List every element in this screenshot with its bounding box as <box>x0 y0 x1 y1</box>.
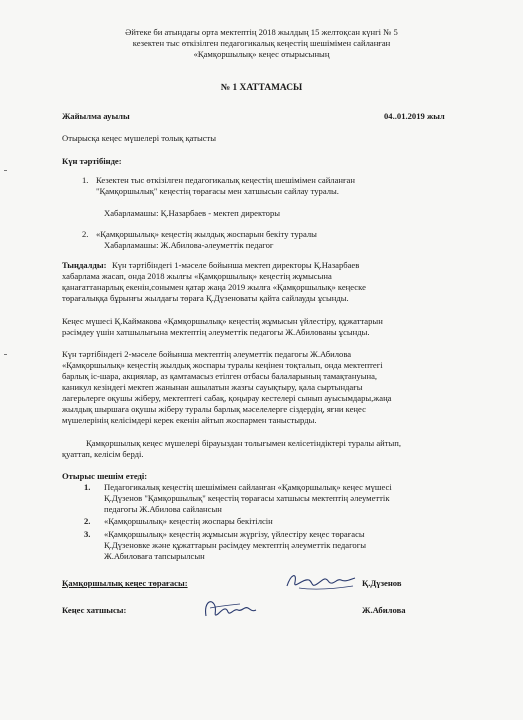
decision-3-number: 3. <box>84 529 91 539</box>
secretary-signature-image <box>200 594 260 622</box>
agenda-item-1-number: 1. <box>82 175 89 185</box>
decision-2-line-1: «Қамқоршылық» кеңестің жоспары бекітілсін <box>104 516 273 526</box>
agenda-item-2-number: 2. <box>82 229 89 239</box>
decision-3-line-3: Ж.Абиловаға тапсырылсын <box>104 551 205 561</box>
date: 04..01.2019 жыл <box>384 111 445 121</box>
chair-signature-image <box>283 568 361 594</box>
decision-2-number: 2. <box>84 516 91 526</box>
paragraph-2-line-2: рәсімдеу үшін хатшылығына мектептің әлеуметтік педагогы Ж.Абилованы ұсынды. <box>62 327 370 337</box>
paragraph-3-line-7: мүшелерінің келісімдері керек екенін айтып жоспармен таныстырды. <box>62 415 317 425</box>
paragraph-3-line-2: «Қамқоршылық» кеңестің жылдық жоспары туралы кеңінен тоқталып, онда мектептегі <box>62 360 383 370</box>
decision-1-line-2: Қ.Дүзенов "Қамқоршылық" кеңестің төрағасы хатшысы мектептің әлеуметтік <box>104 493 390 503</box>
paragraph-3-line-4: каникул кезіндегі мектеп жанынан ашылатын жазғы сауықтыру, қала сыртындағы <box>62 382 363 392</box>
agenda-item-1-line-1: Кезектен тыс өткізілген педагогикалық кеңестің шешімімен сайланған <box>96 175 355 185</box>
margin-mark <box>4 170 7 171</box>
agenda-item-1-line-2: "Қамқоршылық" кеңестің төрағасы мен хатшысын сайлау туралы. <box>96 186 339 196</box>
decision-1-line-3: педагогы Ж.Абилова сайлансын <box>104 504 222 514</box>
paragraph-3-line-1: Күн тәртібіндегі 2-мәселе бойынша мектептің әлеуметтік педагогы Ж.Абилова <box>62 349 352 359</box>
document-title: № 1 ХАТТАМАСЫ <box>220 83 303 93</box>
decision-heading: Отырыс шешім етеді: <box>62 471 148 481</box>
paragraph-3-line-5: лагерьлерге оқушы жіберу, мектептегі сабақ, қоңырау кестелері сынып ауысымдары,жаңа <box>62 393 392 403</box>
attendance-note: Отырысқа кеңес мүшелері толық қатысты <box>62 133 217 143</box>
agenda-heading: Күн тәртібінде: <box>62 156 122 166</box>
agenda-item-2-line-1: «Қамқоршылық» кеңестің жылдық жоспарын бекіту туралы <box>96 229 317 239</box>
decision-3-line-2: Қ.Дүзеновке және құжаттарын рәсімдеу мектептің әлеуметтік педагогы <box>104 540 366 550</box>
paragraph-4-line-2: қуаттап, келісім берді. <box>62 449 144 459</box>
paragraph-3-line-6: жылдық шыршаға оқушы жіберу туралы барлық мәселелерге сіздердің, яғни кеңес <box>62 404 366 414</box>
listened-line-2: хабарлама жасап, онда 2018 жылғы «Қамқоршылық» кеңестің жұмысына <box>62 271 332 281</box>
secretary-label: Кеңес хатшысы: <box>62 605 127 615</box>
listened-line-1: Күн тәртібіндегі 1-мәселе бойынша мектеп директоры Қ.Назарбаев <box>112 260 360 270</box>
decision-1-line-1: Педагогикалық кеңестің шешімімен сайланған «Қамқоршылық» кеңес мүшесі <box>104 482 392 492</box>
header-line-2: кезектен тыс өткізілген педагогикалық кеңестің шешімімен сайланған <box>132 38 391 48</box>
listened-line-3: қанағаттанарлық екенін,сонымен қатар жаңа 2019 жылға «Қамқоршылық» кеңеске <box>62 282 366 292</box>
margin-mark <box>4 354 7 355</box>
header-line-3: «Қамқоршылық» кеңес отырысының <box>193 49 330 59</box>
paragraph-2-line-1: Кеңес мүшесі Қ.Каймакова «Қамқоршылық» кеңестің жұмысын үйлестіру, құжаттарын <box>62 316 383 326</box>
paragraph-4-line-1: Қамқоршылық кеңес мүшелері бірауыздан толығымен келісетіндіктері туралы айтып, <box>86 438 402 448</box>
chair-name: Қ.Дүзенов <box>362 578 402 588</box>
listened-line-4: төрағалыққа бұрынғы жылдағы төраға Қ.Дүзеноваты қайта сайлауды ұсынды. <box>62 293 349 303</box>
listened-label: Тыңдалды: <box>62 260 107 270</box>
decision-3-line-1: «Қамқоршылық» кеңестің жұмысын жүргізу, үйлестіру кеңес төрағасы <box>104 529 365 539</box>
header-line-1: Әйтеке би атындағы орта мектептің 2018 жылдың 15 желтоқсан күнгі № 5 <box>125 27 398 37</box>
agenda-item-2-speaker: Хабарламашы: Ж.Абилова-әлеуметтік педагог <box>104 240 274 250</box>
agenda-item-1-speaker: Хабарламашы: Қ.Назарбаев - мектеп директоры <box>104 208 281 218</box>
decision-1-number: 1. <box>84 482 91 492</box>
chair-label: Қамқоршылық кеңес төрағасы: <box>62 578 188 588</box>
paragraph-3-line-3: барлық іс-шара, акциялар, аз қамтамасыз етілген отбасы балаларының тамақтануына, <box>62 371 378 381</box>
place: Жайылма ауылы <box>62 111 130 121</box>
secretary-name: Ж.Абилова <box>362 605 406 615</box>
